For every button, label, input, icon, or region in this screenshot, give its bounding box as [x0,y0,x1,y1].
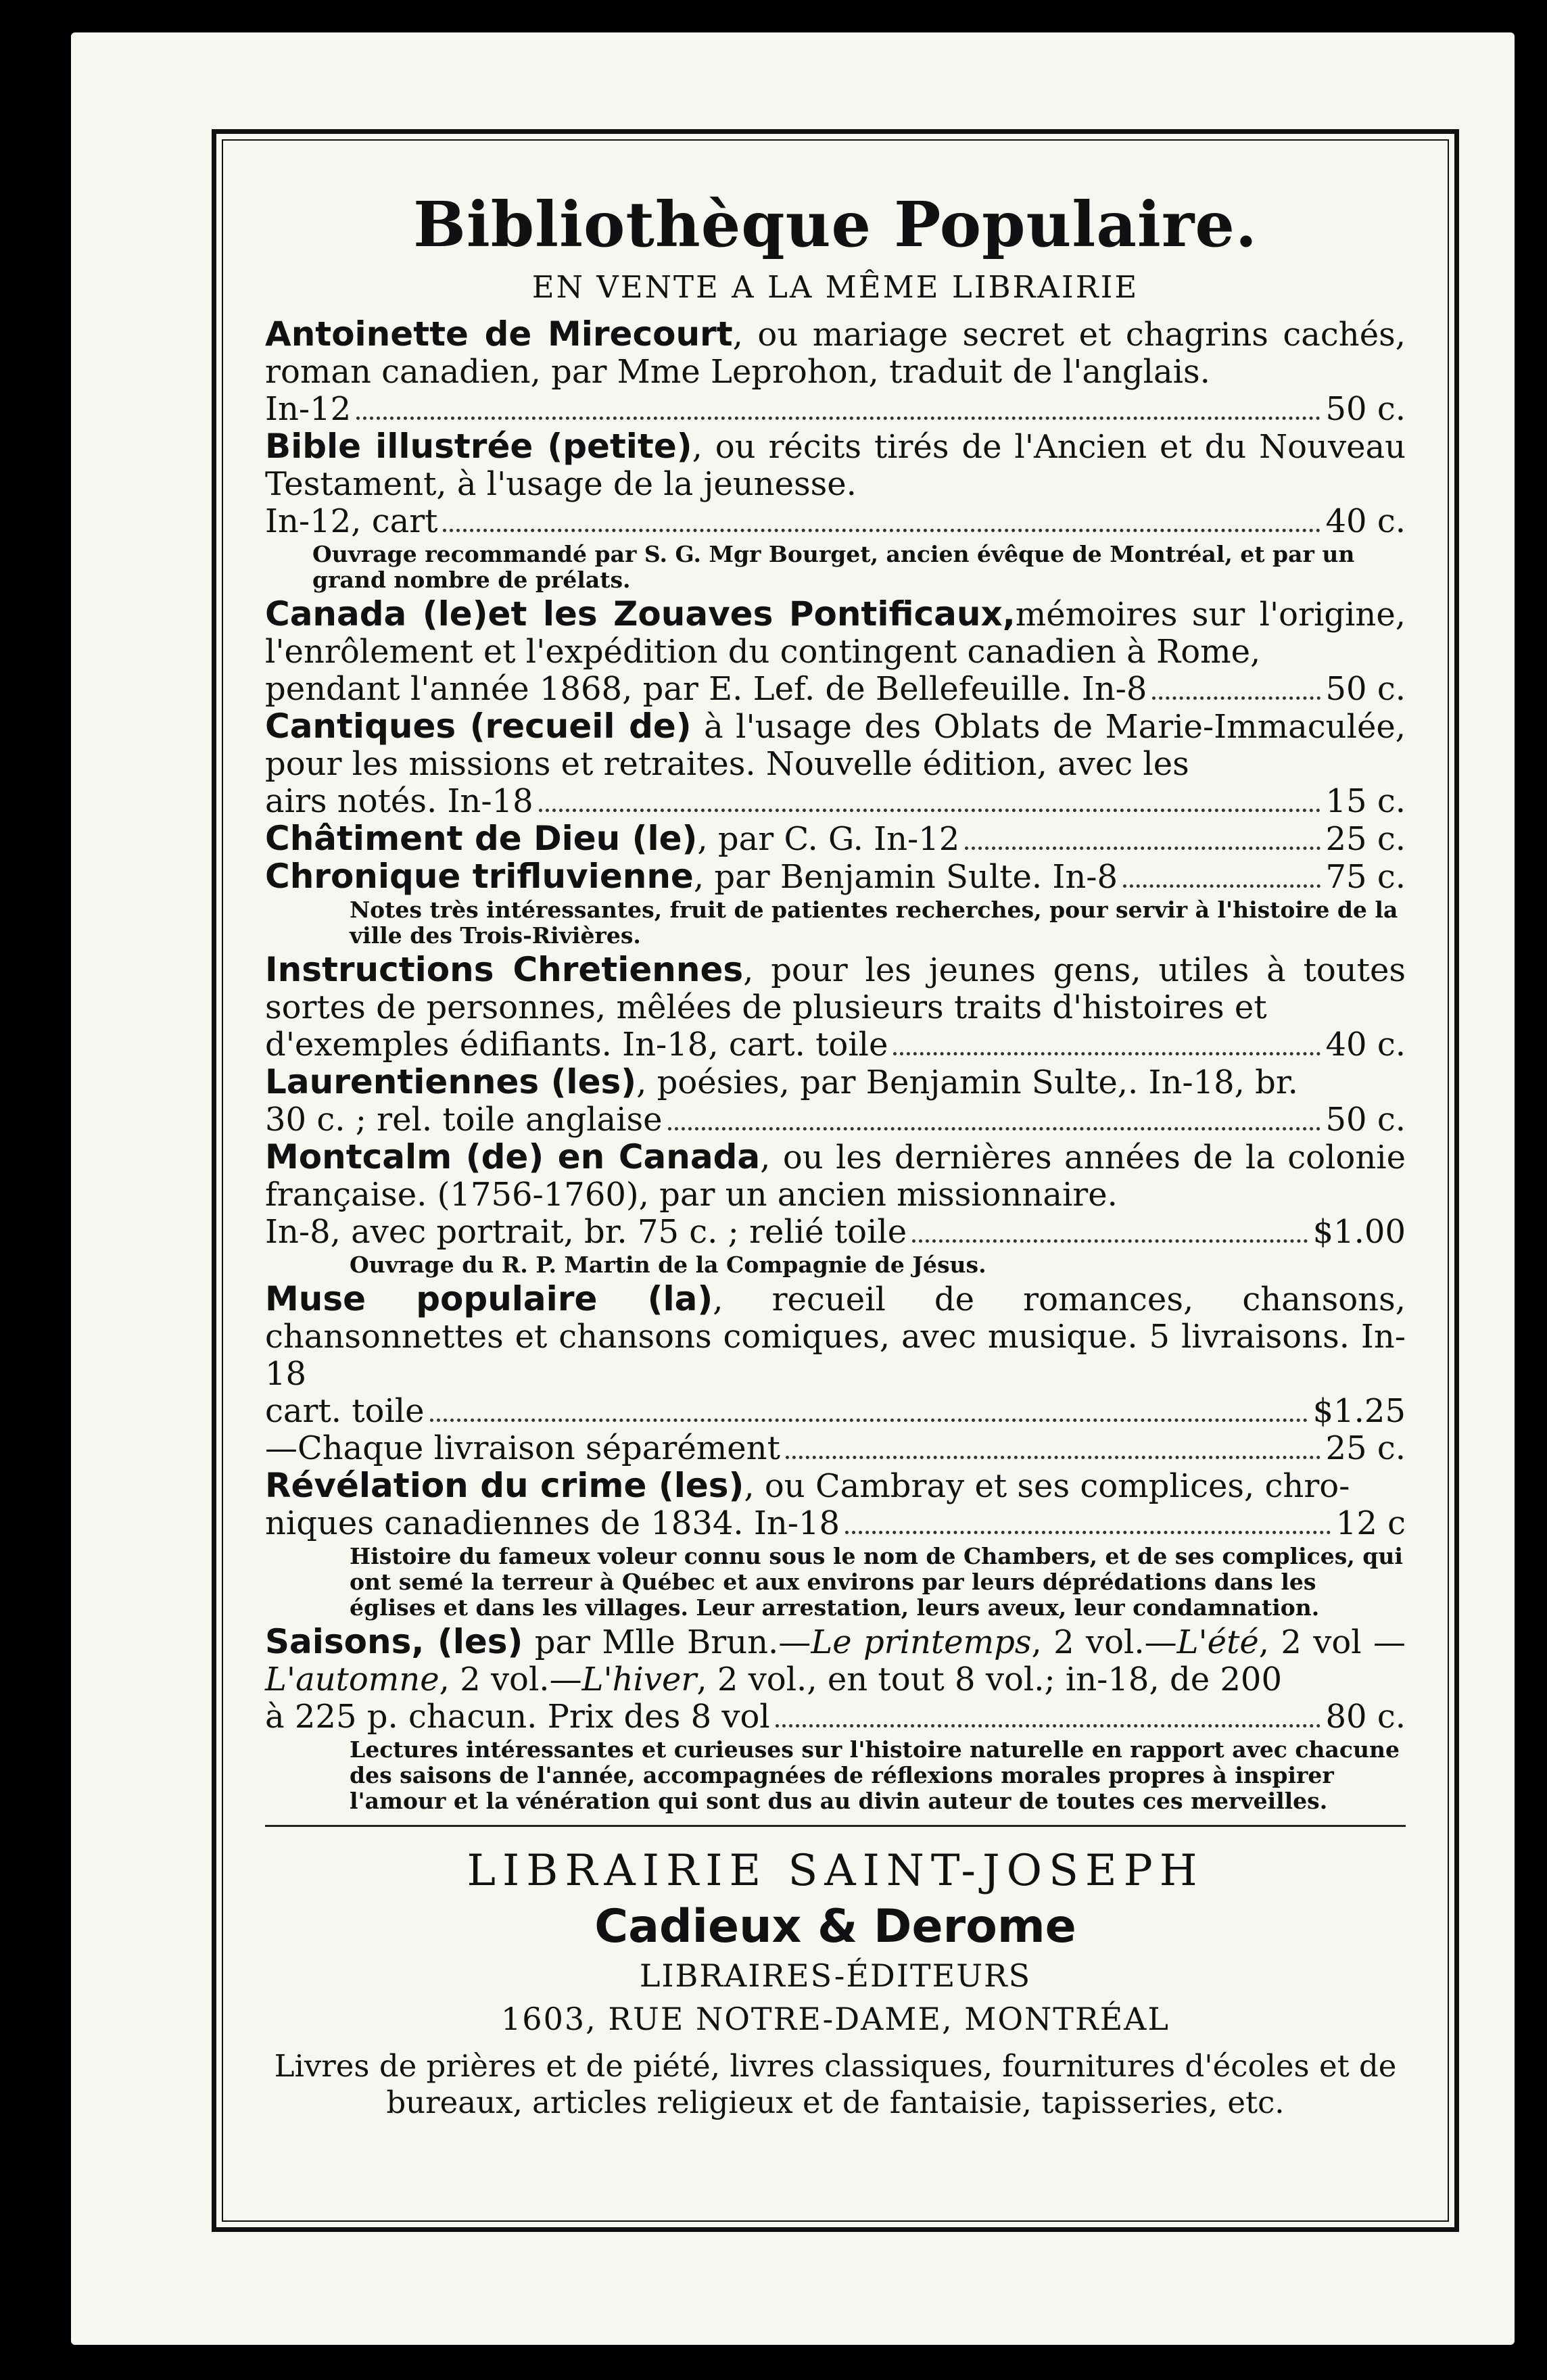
entry-title: Instructions Chretiennes [265,950,744,989]
entry-description: , 2 vol.— [1031,1623,1177,1661]
dot-leader [539,809,1320,812]
entry-format: In-12, cart [265,502,438,540]
entry-title: Laurentiennes (les) [265,1062,637,1101]
publisher-description: Livres de prières et de piété, livres classiques, fournitures d'écoles et de bureaux, articles religieux et de fantaisie, tapisseries, etc. [274,2048,1397,2120]
entry-note: Notes très intéressantes, fruit de patientes recherches, pour servir à l'histoire de la ville des Trois-Rivières. [350,897,1398,949]
entry-format: In-12 [265,390,352,428]
page-title: Bibliothèque Populaire. [413,188,1258,261]
entry-price: 25 c. [1325,820,1406,858]
entry-description: , ou les dernières années de la colonie française. (1756-1760), par un ancien missionnaire. [265,1139,1406,1214]
dot-leader [668,1127,1320,1130]
entry-format: , par C. G. In-12 [697,820,960,858]
entry-description: à l'usage des Oblats de Marie-Immaculée, pour les missions et retraites. Nouvelle édition, avec les [265,708,1406,783]
volume-title: L'été [1176,1623,1259,1661]
entry-note: Ouvrage recommandé par S. G. Mgr Bourget, ancien évêque de Montréal, et par un grand nombre de prélats. [312,541,1355,593]
entry-price: $1.00 [1312,1213,1406,1251]
entry-format: à 225 p. chacun. Prix des 8 vol [265,1698,770,1736]
entry-title: Muse populaire (la) [265,1279,713,1318]
entry-note: Histoire du fameux voleur connu sous le nom de Chambers, et de ses complices, qui ont semé la terreur à Québec et aux environs par leurs déprédations dans les églises et dans les villages. Leur arrestation, leurs aveux, leur condamnation. [350,1543,1403,1621]
entry-description: , ou mariage secret et chagrins cachés, roman canadien, par Mme Leprohon, traduit de l'anglais. [265,316,1406,391]
entry-format: pendant l'année 1868, par E. Lef. de Bellefeuille. In-8 [265,670,1147,708]
entry-price: $1.25 [1312,1392,1406,1430]
catalog-entry [265,428,1406,593]
entry-description: , 2 vol., en tout 8 vol.; in-18, de 200 [696,1661,1282,1698]
entry-description: , ou Cambray et ses complices, chro- [744,1467,1350,1505]
entry-price: 40 c. [1325,1026,1406,1064]
entry-description: , ou récits tirés de l'Ancien et du Nouveau Testament, à l'usage de la jeunesse. [265,428,1406,503]
volume-title: Le printemps [811,1623,1032,1661]
entry-description: mémoires sur l'origine, l'enrôlement et l'expédition du contingent canadien à Rome, [265,596,1406,671]
border-frame [212,129,1459,2232]
entry-price: 50 c. [1325,670,1406,708]
entry-title: Chronique trifluvienne [265,857,694,896]
catalog-entry [265,1281,1406,1467]
entry-format: cart. toile [265,1392,425,1430]
volume-title: L'automne [265,1661,439,1698]
entry-note: Ouvrage du R. P. Martin de la Compagnie de Jésus. [350,1252,986,1278]
dot-leader [786,1456,1320,1459]
entry-format: airs notés. In-18 [265,782,533,820]
catalog-entry [265,1623,1406,1814]
entry-description: , poésies, par Benjamin Sulte,. In-18, br. [636,1064,1298,1101]
volume-title: L'hiver [581,1661,697,1698]
entry-price: 15 c. [1325,782,1406,820]
entry-title: Antoinette de Mirecourt [265,314,733,354]
catalog-entry [265,1467,1406,1621]
dot-leader [356,416,1320,420]
dot-leader [893,1052,1320,1055]
catalog-entry [265,1139,1406,1278]
dot-leader [845,1531,1331,1534]
entry-title: Canada (le)et les Zouaves Pontificaux, [265,594,1016,634]
entry-description: , pour les jeunes gens, utiles à toutes sortes de personnes, mêlées de plusieurs traits d'histoires et [265,951,1406,1026]
entry-price: 50 c. [1325,390,1406,428]
entry-price: 12 c [1335,1504,1406,1542]
dot-leader [965,847,1320,850]
content-area [222,139,1449,2222]
entry-format: d'exemples édifiants. In-18, cart. toile [265,1026,888,1064]
entry-extra-price: 25 c. [1325,1429,1406,1467]
entry-description: , 2 vol — [1258,1623,1406,1661]
entry-extra-format: —Chaque livraison séparément [265,1429,780,1467]
catalog-entry [265,316,1406,428]
entry-title: Saisons, (les) [265,1622,523,1661]
dot-leader [1152,696,1320,700]
catalog-entry [265,951,1406,1064]
entry-price: 80 c. [1325,1698,1406,1736]
entry-title: Châtiment de Dieu (le) [265,819,698,858]
entry-description: , recueil de romances, chansons, chansonnettes et chansons comiques, avec musique. 5 livraisons. In-18 [265,1281,1406,1393]
page-sheet [71,32,1515,2345]
entry-description: , 2 vol.— [439,1661,582,1698]
entry-title: Révélation du crime (les) [265,1466,744,1505]
section-divider [265,1825,1406,1827]
catalog-entry [265,596,1406,708]
dot-leader [1123,884,1320,888]
catalog-entry [265,858,1406,949]
entry-format: , par Benjamin Sulte. In-8 [693,858,1118,896]
dot-leader [430,1419,1308,1422]
dot-leader [776,1724,1320,1728]
publisher-footer [265,1846,1406,2121]
entry-format: In-8, avec portrait, br. 75 c. ; relié toile [265,1213,907,1251]
catalog-entry [265,820,1406,858]
store-name: LIBRAIRIE SAINT-JOSEPH [467,1846,1204,1896]
entry-price: 75 c. [1325,858,1406,896]
entry-title: Cantiques (recueil de) [265,707,692,746]
catalog-entry [265,1064,1406,1139]
publisher-name: Cadieux & Derome [594,1900,1076,1953]
entry-format: niques canadiennes de 1834. In-18 [265,1504,840,1542]
entry-price: 50 c. [1325,1101,1406,1139]
publisher-role: LIBRAIRES-ÉDITEURS [639,1957,1032,1994]
entry-description: par Mlle Brun.— [523,1623,811,1661]
entry-price: 40 c. [1325,502,1406,540]
dot-leader [443,529,1320,532]
dot-leader [912,1239,1307,1243]
entry-note: Lectures intéressantes et curieuses sur l'histoire naturelle en rapport avec chacune des saisons de l'année, accompagnées de réflexions morales propres à inspirer l'amour et la vénération qui sont dus au divin auteur de toutes ces merveilles. [350,1736,1400,1814]
entry-format: 30 c. ; rel. toile anglaise [265,1101,663,1139]
entry-title: Montcalm (de) en Canada [265,1137,761,1176]
publisher-address: 1603, RUE NOTRE-DAME, MONTRÉAL [501,2001,1170,2037]
entry-title: Bible illustrée (petite) [265,427,692,466]
page-subtitle: EN VENTE A LA MÊME LIBRAIRIE [531,269,1139,305]
catalog-entry [265,708,1406,820]
